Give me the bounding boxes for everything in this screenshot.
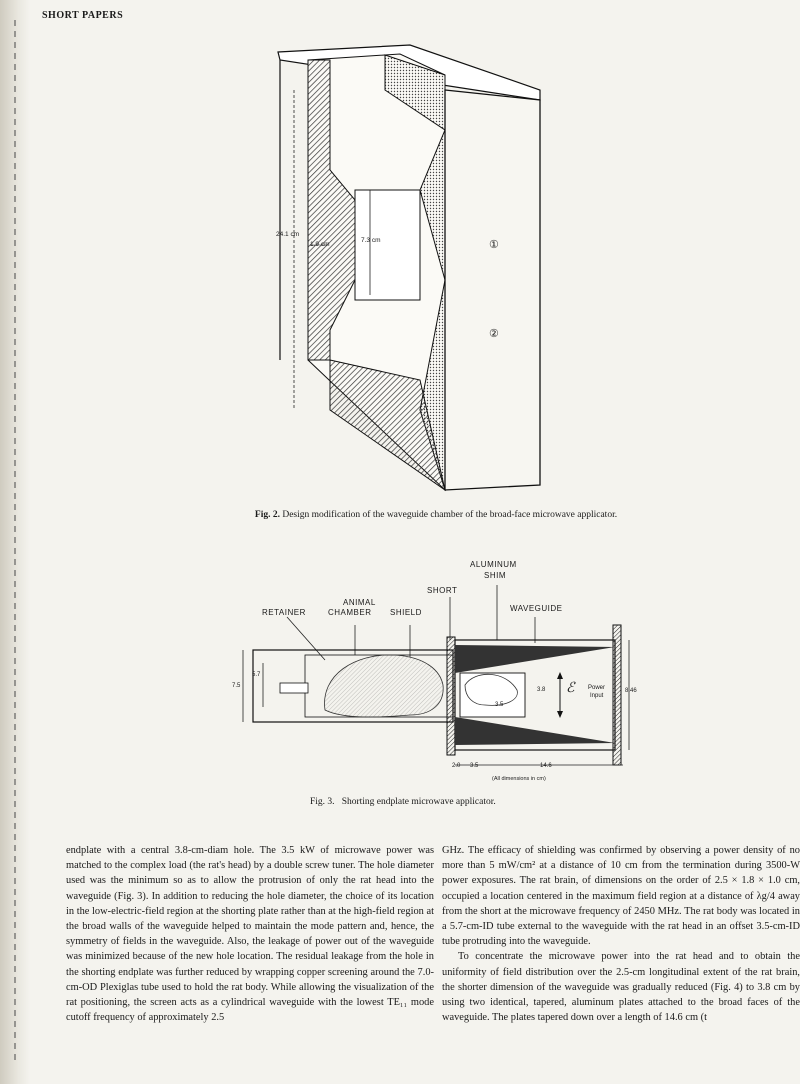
fig3-dim-d7: 3.5 [470, 763, 479, 769]
right-column-paragraph-2: To concentrate the microwave power into the rat head and to obtain the uniformity of field distribution over the 2.5-cm longitudinal extent of the rat brain, the shorter dimension of the waveguide was gradually reduced (Fig. 4) to 3.8 cm by using two identical, tapered, aluminum plates attached to the broad faces of the waveguide. The plates tapered down over a length of 14.6 cm (t [442, 951, 800, 1024]
figure-2-caption [246, 509, 626, 521]
fig3-power-input-2: Input [590, 693, 604, 699]
fig2-caption-text: Design modification of the waveguide chamber of the broad-face microwave applicator. [282, 510, 618, 520]
fig3-units-note: (All dimensions in cm) [492, 776, 546, 782]
body-left-column [66, 843, 434, 1025]
fig3-label-aluminum-2: SHIM [484, 571, 506, 580]
fig3-dim-d3: 3.8 [537, 687, 546, 693]
fig3-caption-label: Fig. 3. [310, 797, 335, 807]
fig3-label-animal-2: CHAMBER [328, 608, 372, 617]
right-column-paragraph-1: GHz. The efficacy of shielding was confirmed by observing a power density of no more than 5 mW/cm² at a distance of 10 cm from the termination during 3500-W power exposures. The rat brain, of dimensions on the order of 2.5 × 1.8 × 1.0 cm, occupied a location centered in the maximum field region at a distance of λg/4 away from the short at the microwave frequency of 2450 MHz. The rat body was located in a 5.7-cm-ID tube external to the waveguide with the rat head in an offset 3.5-cm-ID tube protruding into the waveguide. [442, 845, 800, 948]
fig3-label-animal-1: ANIMAL [343, 598, 376, 607]
fig3-label-short: SHORT [427, 586, 458, 595]
fig2-marker-1: ① [489, 239, 499, 251]
fig3-power-input-1: Power [588, 685, 606, 691]
fig3-dim-d5: 8.46 [625, 688, 637, 694]
fig3-label-waveguide: WAVEGUIDE [510, 604, 563, 613]
fig3-dim-d8: 14.6 [540, 763, 552, 769]
fig3-label-shield: SHIELD [390, 608, 422, 617]
fig2-dim-small: 1.9 cm [310, 241, 330, 248]
fig2-dim-inner: 7.3 cm [361, 237, 381, 244]
fig3-dim-d6: 2.0 [452, 763, 461, 769]
figure-2-drawing [270, 30, 570, 510]
fig2-dim-height: 24.1 cm [276, 231, 300, 238]
figure-3-caption [310, 797, 496, 807]
fig2-caption-label: Fig. 2. [254, 510, 280, 520]
fig2-marker-2: ② [489, 328, 499, 340]
fig3-dim-d4: 3.5 [495, 702, 504, 708]
fig3-e-field: ℰ [566, 681, 575, 696]
fig3-label-retainer: RETAINER [262, 608, 306, 617]
fig3-dim-d2: 5.7 [252, 672, 261, 678]
binding-shadow [14, 20, 16, 1060]
fig3-label-aluminum-1: ALUMINUM [470, 560, 517, 569]
left-column-text: endplate with a central 3.8-cm-diam hole. The 3.5 kW of microwave power was matched to the complex load (the rat's head) by a double screw tuner. The hole diameter used was the minimum so as to allow the protrusion of only the rat head into the waveguide (Fig. 3). In addition to reducing the hole diameter, the choice of its location in the low-electric-field region at the shorting plate rather than at the high-field region at the broad walls of the waveguide helped to maintain the mode pattern and, hence, the symmetry of fields in the waveguide. Also, the leakage of power out of the waveguide was minimized because of the new hole location. The residual leakage from the hole in the shorting endplate was further reduced by wrapping copper screening around the 7.0-cm-OD Plexiglas tube used to hold the rat body. While allowing the visualization of the rat positioning, the screen acts as a cylindrical waveguide with the lowest TE₁₁ mode cutoff frequency of approximately 2.5 [66, 845, 434, 1024]
fig3-caption-text: Shorting endplate microwave applicator. [341, 797, 496, 807]
running-head: SHORT PAPERS [42, 10, 124, 21]
body-right-column [442, 843, 800, 1083]
fig3-dim-d1: 7.5 [232, 683, 241, 689]
